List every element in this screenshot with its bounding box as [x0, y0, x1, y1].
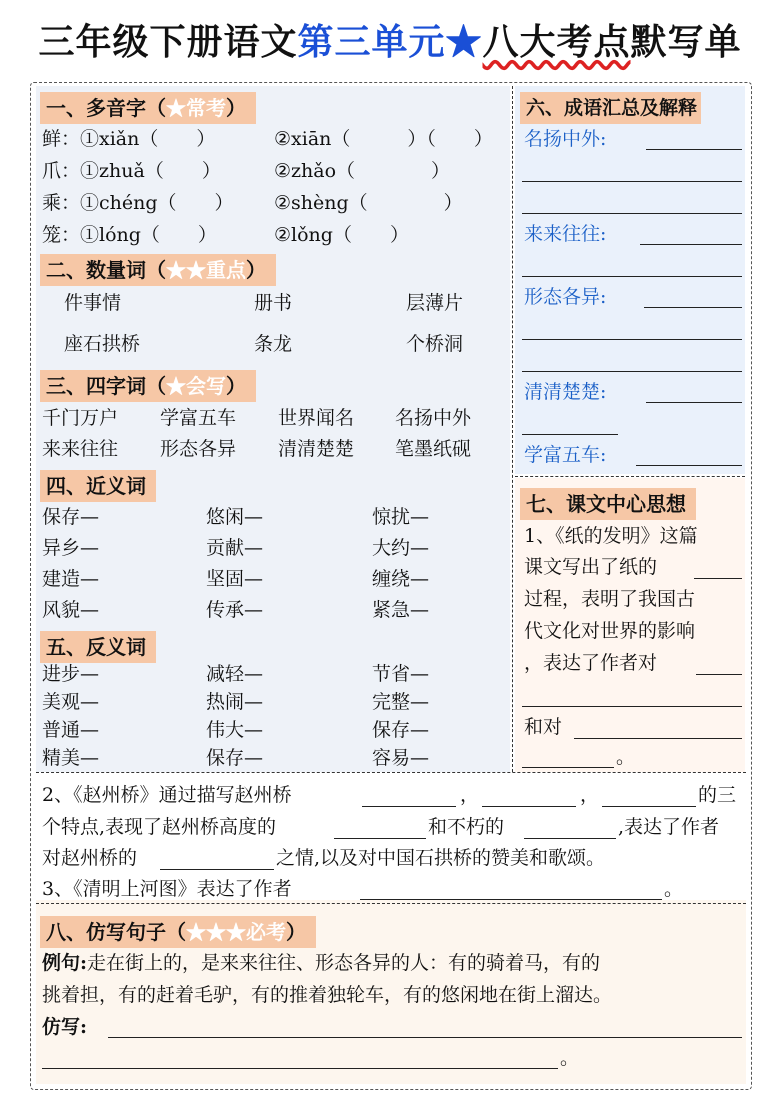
answer-line: [694, 578, 742, 579]
polyphone-row-b: ②xiān（ ）（ ）: [274, 128, 493, 150]
measure-word: 册书: [254, 292, 293, 314]
idea-text: 1、《纸的发明》这篇: [524, 525, 698, 547]
section-heading-idioms: 六、成语汇总及解释: [520, 92, 701, 124]
idea-text: 之情,以及对中国石拱桥的赞美和歌颂。: [276, 847, 606, 869]
idea-text: 和对: [524, 716, 563, 738]
example-sentence-cont: 挑着担，有的赶着毛驴，有的推着独轮车，有的悠闲地在街上溜达。: [42, 984, 613, 1006]
idiom-label: 形态各异:: [524, 286, 607, 308]
vertical-divider: [512, 86, 513, 772]
horizontal-divider-2: [36, 903, 746, 904]
answer-line[interactable]: [42, 1068, 558, 1069]
four-char-word: 清清楚楚: [278, 438, 355, 460]
antonym-item: 减轻—: [206, 663, 264, 685]
polyphone-row-b: ②shèng（ ）: [274, 192, 463, 214]
idea-text: 。: [616, 746, 636, 768]
idiom-label: 名扬中外:: [524, 128, 607, 150]
idea-text: ，表达了作者对: [524, 652, 658, 674]
answer-line: [646, 402, 742, 403]
four-char-word: 名扬中外: [395, 407, 472, 429]
horizontal-divider: [36, 772, 746, 773]
four-char-word: 千门万户: [42, 407, 119, 429]
antonym-item: 普通—: [42, 719, 100, 741]
four-char-word: 笔墨纸砚: [395, 438, 472, 460]
synonym-item: 大约—: [372, 537, 430, 559]
answer-line: [636, 465, 742, 466]
answer-line: [524, 838, 616, 839]
idea-text: 个特点,表现了赵州桥高度的: [42, 816, 277, 838]
idea-text: 和不朽的: [428, 816, 505, 838]
idiom-label: 来来往往:: [524, 223, 607, 245]
idea-text: ，: [460, 784, 480, 806]
antonym-item: 精美—: [42, 747, 100, 769]
answer-line: [522, 706, 742, 707]
polyphone-row: 笼：①lóng（ ）: [42, 224, 217, 246]
section-heading-four-char: 三、四字词（★会写）: [40, 370, 256, 402]
answer-line: [160, 869, 274, 870]
synonym-item: 悠闲—: [206, 506, 264, 528]
four-char-word: 世界闻名: [278, 407, 355, 429]
antonym-item: 进步—: [42, 663, 100, 685]
answer-line: [522, 339, 742, 340]
antonym-item: 容易—: [372, 747, 430, 769]
antonym-item: 热闹—: [206, 691, 264, 713]
synonym-item: 建造—: [42, 568, 100, 590]
polyphone-row-b: ②zhǎo（ ）: [274, 160, 451, 182]
measure-word: 个桥洞: [406, 333, 464, 355]
end-mark: 。: [560, 1047, 580, 1069]
polyphone-row-b: ②lǒng（ ）: [274, 224, 409, 246]
section-heading-central-idea: 七、课文中心思想: [520, 488, 696, 520]
right-divider: [515, 476, 745, 477]
idea-text: 的三: [698, 784, 737, 806]
antonym-item: 保存—: [206, 747, 264, 769]
idea-text: 课文写出了纸的: [524, 556, 658, 578]
answer-line: [362, 806, 456, 807]
polyphone-row: 乘：①chéng（ ）: [42, 192, 234, 214]
idea-text: 对赵州桥的: [42, 847, 138, 869]
antonym-item: 美观—: [42, 691, 100, 713]
answer-line: [646, 149, 742, 150]
synonym-item: 贡献—: [206, 537, 264, 559]
answer-line: [360, 899, 662, 900]
page-title: 三年级下册语文第三单元★八大考点默写单: [38, 21, 742, 63]
answer-line: [334, 838, 426, 839]
synonym-item: 保存—: [42, 506, 100, 528]
antonym-item: 伟大—: [206, 719, 264, 741]
idiom-label: 学富五车:: [524, 444, 607, 466]
example-sentence: 例句:走在街上的，是来来往往、形态各异的人：有的骑着马，有的: [42, 952, 601, 974]
antonym-item: 完整—: [372, 691, 430, 713]
antonym-item: 保存—: [372, 719, 430, 741]
section-heading-synonyms: 四、近义词: [40, 470, 156, 502]
synonym-item: 传承—: [206, 599, 264, 621]
answer-line: [522, 181, 742, 182]
synonym-item: 异乡—: [42, 537, 100, 559]
four-char-word: 学富五车: [160, 407, 237, 429]
answer-line: [522, 371, 742, 372]
idea-text: 3、《清明上河图》表达了作者: [42, 878, 292, 900]
measure-word: 座石拱桥: [64, 333, 141, 355]
antonym-item: 节省—: [372, 663, 430, 685]
polyphone-row: 鲜：①xiǎn（ ）: [42, 128, 216, 150]
section-heading-measure-words: 二、数量词（★★重点）: [40, 254, 276, 286]
synonym-item: 惊扰—: [372, 506, 430, 528]
answer-line: [522, 213, 742, 214]
synonym-item: 缠绕—: [372, 568, 430, 590]
four-char-word: 来来往往: [42, 438, 119, 460]
answer-line: [522, 276, 742, 277]
answer-line: [522, 767, 614, 768]
idea-text: 过程，表明了我国古: [524, 588, 696, 610]
four-char-word: 形态各异: [160, 438, 237, 460]
measure-word: 条龙: [254, 333, 293, 355]
idea-text: 代文化对世界的影响: [524, 620, 696, 642]
idea-text: ,表达了作者: [618, 816, 720, 838]
section-heading-imitation: 八、仿写句子（★★★必考）: [40, 916, 316, 948]
synonym-item: 坚固—: [206, 568, 264, 590]
answer-line: [522, 434, 618, 435]
answer-line[interactable]: [108, 1037, 742, 1038]
idea-text: ，: [580, 784, 600, 806]
idea-text: 2、《赵州桥》通过描写赵州桥: [42, 784, 292, 806]
answer-line: [602, 806, 696, 807]
synonym-item: 紧急—: [372, 599, 430, 621]
answer-line: [482, 806, 576, 807]
polyphone-row: 爪：①zhuǎ（ ）: [42, 160, 221, 182]
answer-line: [574, 738, 742, 739]
answer-line: [640, 244, 742, 245]
section-heading-antonyms: 五、反义词: [40, 631, 156, 663]
answer-line: [696, 674, 742, 675]
measure-word: 层薄片: [406, 292, 464, 314]
answer-line: [644, 307, 742, 308]
imitate-label: 仿写:: [42, 1016, 88, 1038]
idea-text: 。: [664, 878, 684, 900]
synonym-item: 风貌—: [42, 599, 100, 621]
section-heading-polyphones: 一、多音字（★常考）: [40, 92, 256, 124]
idiom-label: 清清楚楚:: [524, 381, 607, 403]
measure-word: 件事情: [64, 292, 122, 314]
